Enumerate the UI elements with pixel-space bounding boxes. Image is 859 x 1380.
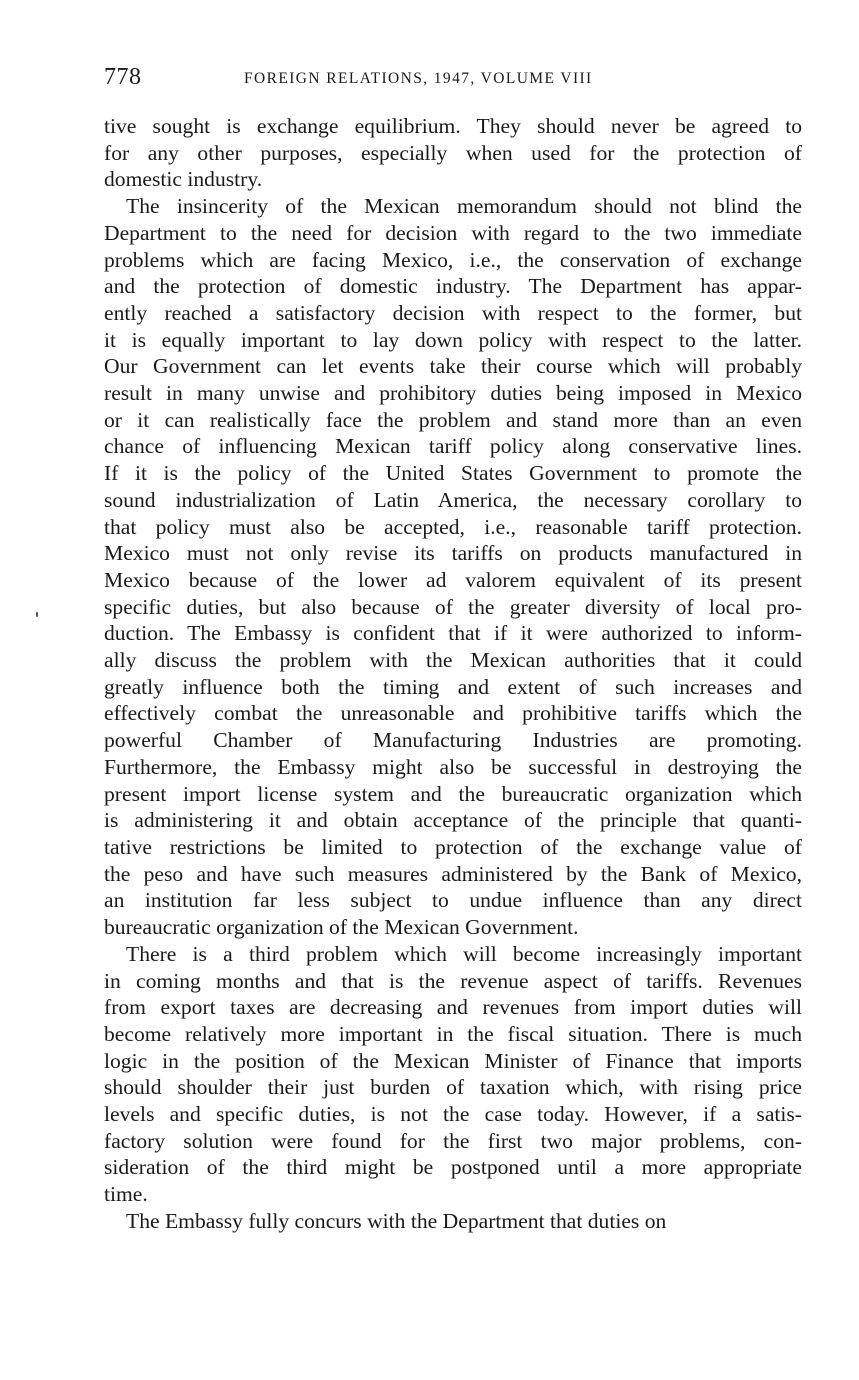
text-line: should shoulder their just burden of taxation which, with rising price bbox=[104, 1075, 802, 1100]
paragraph bbox=[104, 1208, 802, 1235]
text-line: is administering it and obtain acceptance of the principle that quanti- bbox=[104, 808, 802, 833]
text-line: from export taxes are decreasing and revenues from import duties will bbox=[104, 995, 802, 1020]
text-line: time. bbox=[104, 1182, 148, 1207]
scan-speck bbox=[36, 612, 38, 617]
text-line: logic in the position of the Mexican Minister of Finance that imports bbox=[104, 1048, 802, 1073]
text-line: for any other purposes, especially when used for the protection of bbox=[104, 140, 802, 165]
text-line: and the protection of domestic industry. The Department has appar- bbox=[104, 274, 802, 299]
text-line: The Embassy fully concurs with the Department that duties on bbox=[126, 1208, 667, 1233]
text-line: problems which are facing Mexico, i.e., the conservation of exchange bbox=[104, 247, 802, 272]
paragraph bbox=[104, 193, 802, 941]
text-line: bureaucratic organization of the Mexican Government. bbox=[104, 915, 579, 940]
text-line: Furthermore, the Embassy might also be successful in destroying the bbox=[104, 754, 802, 779]
text-line: duction. The Embassy is confident that if it were authorized to inform- bbox=[104, 621, 802, 646]
paragraph bbox=[104, 113, 802, 193]
paragraph bbox=[104, 941, 802, 1208]
text-line: or it can realistically face the problem and stand more than an even bbox=[104, 407, 802, 432]
text-line: greatly influence both the timing and extent of such increases and bbox=[104, 674, 802, 699]
text-line: sound industrialization of Latin America, the necessary corollary to bbox=[104, 487, 802, 512]
text-line: powerful Chamber of Manufacturing Industries are promoting. bbox=[104, 728, 802, 753]
text-line: result in many unwise and prohibitory duties being imposed in Mexico bbox=[104, 381, 802, 406]
text-line: domestic industry. bbox=[104, 167, 263, 192]
text-line: tive sought is exchange equilibrium. They should never be agreed to bbox=[104, 114, 802, 138]
text-line: in coming months and that is the revenue aspect of tariffs. Revenues bbox=[104, 968, 802, 993]
text-line: The insincerity of the Mexican memorandum should not blind the bbox=[126, 194, 802, 219]
text-line: specific duties, but also because of the greater diversity of local pro- bbox=[104, 594, 802, 619]
text-line: Department to the need for decision with regard to the two immediate bbox=[104, 220, 802, 245]
text-line: become relatively more important in the fiscal situation. There is much bbox=[104, 1021, 802, 1046]
text-line: that policy must also be accepted, i.e., reasonable tariff protection. bbox=[104, 514, 802, 539]
body-text bbox=[104, 113, 802, 1235]
text-line: factory solution were found for the first two major problems, con- bbox=[104, 1128, 802, 1153]
text-line: There is a third problem which will become increasingly important bbox=[126, 941, 802, 966]
text-line: ently reached a satisfactory decision with respect to the former, but bbox=[104, 300, 802, 325]
text-line: present import license system and the bureaucratic organization which bbox=[104, 781, 802, 806]
text-line: it is equally important to lay down policy with respect to the latter. bbox=[104, 327, 802, 352]
page-number: 778 bbox=[104, 64, 142, 90]
page-header bbox=[104, 62, 804, 96]
text-line: effectively combat the unreasonable and prohibitive tariffs which the bbox=[104, 701, 802, 726]
text-line: sideration of the third might be postponed until a more appropriate bbox=[104, 1155, 802, 1180]
running-title: FOREIGN RELATIONS, 1947, VOLUME VIII bbox=[244, 70, 593, 87]
text-line: Mexico must not only revise its tariffs on products manufactured in bbox=[104, 541, 802, 566]
text-line: If it is the policy of the United States Government to promote the bbox=[104, 461, 802, 486]
text-line: levels and specific duties, is not the case today. However, if a satis- bbox=[104, 1102, 802, 1127]
text-line: an institution far less subject to undue influence than any direct bbox=[104, 888, 802, 913]
text-line: Mexico because of the lower ad valorem equivalent of its present bbox=[104, 567, 802, 592]
text-line: ally discuss the problem with the Mexican authorities that it could bbox=[104, 648, 802, 673]
text-line: Our Government can let events take their course which will probably bbox=[104, 354, 802, 379]
text-line: the peso and have such measures administered by the Bank of Mexico, bbox=[104, 861, 802, 886]
text-line: chance of influencing Mexican tariff policy along conservative lines. bbox=[104, 434, 802, 459]
text-line: tative restrictions be limited to protection of the exchange value of bbox=[104, 834, 802, 859]
